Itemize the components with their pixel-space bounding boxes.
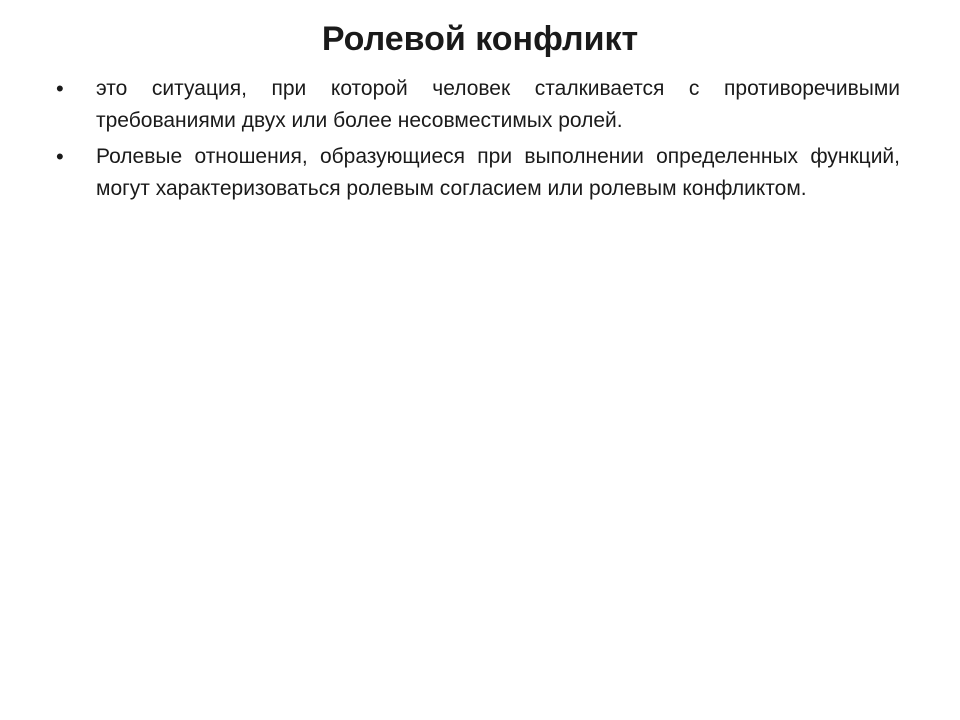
bullet-text: Ролевые отношения, образующиеся при выполнении определенных функций, могут характеризоваться ролевым согласием или ролевым конфликтом. [96,145,900,200]
bullet-item [56,73,900,137]
slide-title: Ролевой конфликт [321,20,639,58]
bullet-icon: • [56,144,64,169]
bullet-text: это ситуация, при которой человек сталкивается с противоречивыми требованиями двух или более несовместимых ролей. [96,77,900,132]
bullet-icon: • [56,76,64,101]
bullet-list [56,73,900,209]
bullet-item [56,141,900,205]
